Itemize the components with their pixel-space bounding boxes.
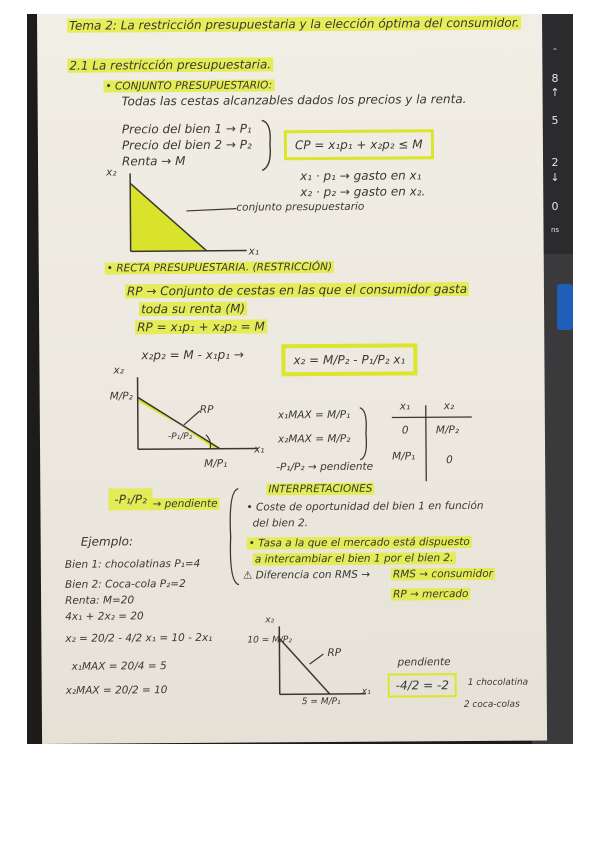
rp-line bbox=[279, 638, 329, 694]
page-title: Tema 2: La restricción presupuestaria y la elección óptima del consumidor. bbox=[69, 15, 520, 33]
interp-1b: del bien 2. bbox=[252, 517, 309, 530]
rp-solve: x₂p₂ = M - x₁p₁ → bbox=[141, 347, 244, 363]
ejemplo-bien2: Bien 2: Coca-cola P₂=2 bbox=[64, 577, 186, 591]
gasto-x2: x₂ · p₂ → gasto en x₂. bbox=[300, 184, 426, 200]
graph1-y-label: x₂ bbox=[106, 166, 117, 179]
interp-3a: RMS → consumidor bbox=[392, 567, 493, 581]
table-r1c2: M/P₂ bbox=[435, 424, 460, 437]
ejemplo-x2: x₂ = 20/2 - 4/2 x₁ = 10 - 2x₁ bbox=[65, 631, 213, 645]
key-up: ↑ bbox=[550, 86, 560, 99]
key-0: 0 bbox=[551, 200, 559, 213]
y-axis bbox=[138, 377, 139, 449]
price-2: Precio del bien 2 → P₂ bbox=[121, 137, 252, 153]
interp-2b: a intercambiar el bien 1 por el bien 2. bbox=[254, 552, 454, 566]
x-axis bbox=[131, 251, 247, 252]
graph3-5: 5 = M/P₁ bbox=[301, 696, 341, 708]
coca-colas: 2 coca-colas bbox=[463, 699, 520, 711]
key-minus: - bbox=[553, 42, 557, 55]
key-ns: ns bbox=[550, 226, 560, 234]
ejemplo-bien1: Bien 1: chocolatinas P₁=4 bbox=[64, 557, 201, 571]
renta: Renta → M bbox=[121, 153, 186, 169]
table-r2c1: M/P₁ bbox=[392, 450, 416, 463]
graph3-y-label: x₂ bbox=[265, 615, 275, 626]
recta-heading: • RECTA PRESUPUESTARIA. (RESTRICCIÓN) bbox=[106, 260, 333, 275]
ejemplo-x2max: x₂MAX = 20/2 = 10 bbox=[65, 684, 168, 697]
rp-solved: x₂ = M/P₂ - P₁/P₂ x₁ bbox=[281, 343, 417, 376]
table-r1c1: 0 bbox=[401, 424, 409, 437]
ejemplo-x1max: x₁MAX = 20/4 = 5 bbox=[71, 660, 167, 673]
pendiente-note: -P₁/P₂ → pendiente bbox=[276, 460, 374, 474]
pendiente-label: pendiente bbox=[397, 656, 451, 669]
y-axis bbox=[130, 173, 131, 251]
brace-2 bbox=[358, 406, 372, 462]
interp-1a: • Coste de oportunidad del bien 1 en función bbox=[246, 499, 484, 514]
graph1-label: conjunto presupuestario bbox=[236, 200, 365, 214]
photo bbox=[27, 14, 573, 744]
price-1: Precio del bien 1 → P₁ bbox=[121, 121, 252, 137]
ejemplo-title: Ejemplo: bbox=[80, 534, 134, 549]
rp-equation: RP = x₁p₁ + x₂p₂ = M bbox=[137, 319, 265, 335]
conjunto-heading: • CONJUNTO PRESUPUESTARIO: bbox=[105, 79, 273, 93]
gasto-x1: x₁ · p₁ → gasto en x₁ bbox=[300, 168, 422, 184]
key-down: ↓ bbox=[550, 171, 560, 184]
graph1-x-label: x₁ bbox=[248, 245, 260, 258]
key-2: 2 bbox=[551, 156, 559, 169]
section-heading: 2.1 La restricción presupuestaria. bbox=[69, 57, 272, 73]
x-axis bbox=[138, 448, 258, 449]
graph2-m-p2: M/P₂ bbox=[109, 390, 133, 403]
table-h1: x₁ bbox=[399, 400, 411, 413]
slope-arrow: → pendiente bbox=[152, 497, 218, 511]
pendiente-value: -4/2 = -2 bbox=[388, 673, 457, 697]
table-r2c2: 0 bbox=[446, 454, 453, 467]
graph3-10: 10 = M/P₂ bbox=[247, 635, 292, 646]
graph2-y-label: x₂ bbox=[113, 364, 124, 377]
key-5: 5 bbox=[551, 114, 559, 127]
ejemplo-eq: 4x₁ + 2x₂ = 20 bbox=[65, 610, 144, 623]
rp-definition-2: toda su renta (M) bbox=[141, 301, 246, 317]
rp-definition-1: RP → Conjunto de cestas en las que el consumidor gasta bbox=[126, 282, 468, 299]
interp-heading: INTERPRETACIONES bbox=[268, 482, 373, 496]
graph3-rp: RP bbox=[327, 646, 342, 659]
x2-max: x₂MAX = M/P₂ bbox=[277, 432, 351, 446]
interp-2a: • Tasa a la que el mercado está dispuesto bbox=[248, 535, 470, 550]
interp-3b: RP → mercado bbox=[393, 588, 469, 601]
conjunto-definition: Todas las cestas alcanzables dados los precios y la renta. bbox=[121, 92, 467, 109]
graph2-slope: -P₁/P₂ bbox=[167, 431, 193, 443]
brace-3 bbox=[226, 487, 243, 587]
ejemplo-renta: Renta: M=20 bbox=[65, 594, 135, 607]
graph3-x-label: x₁ bbox=[361, 686, 371, 697]
graph2-rp: RP bbox=[199, 403, 214, 416]
chocolatina: 1 chocolatina bbox=[467, 677, 529, 689]
notebook-page bbox=[37, 14, 547, 744]
table-h2: x₂ bbox=[443, 400, 455, 413]
slope-box: -P₁/P₂ bbox=[108, 493, 153, 505]
values-table bbox=[386, 400, 477, 484]
graph2-m-p1: M/P₁ bbox=[204, 457, 228, 470]
blue-object bbox=[557, 284, 573, 330]
brace bbox=[260, 118, 280, 172]
x-axis bbox=[280, 694, 366, 695]
cp-formula: CP = x₁p₁ + x₂p₂ ≤ M bbox=[284, 129, 434, 160]
x1-max: x₁MAX = M/P₁ bbox=[277, 408, 351, 422]
interp-3: ⚠ Diferencia con RMS → bbox=[242, 568, 371, 582]
key-8: 8 bbox=[551, 72, 559, 85]
graph2-x-label: x₁ bbox=[254, 443, 265, 456]
